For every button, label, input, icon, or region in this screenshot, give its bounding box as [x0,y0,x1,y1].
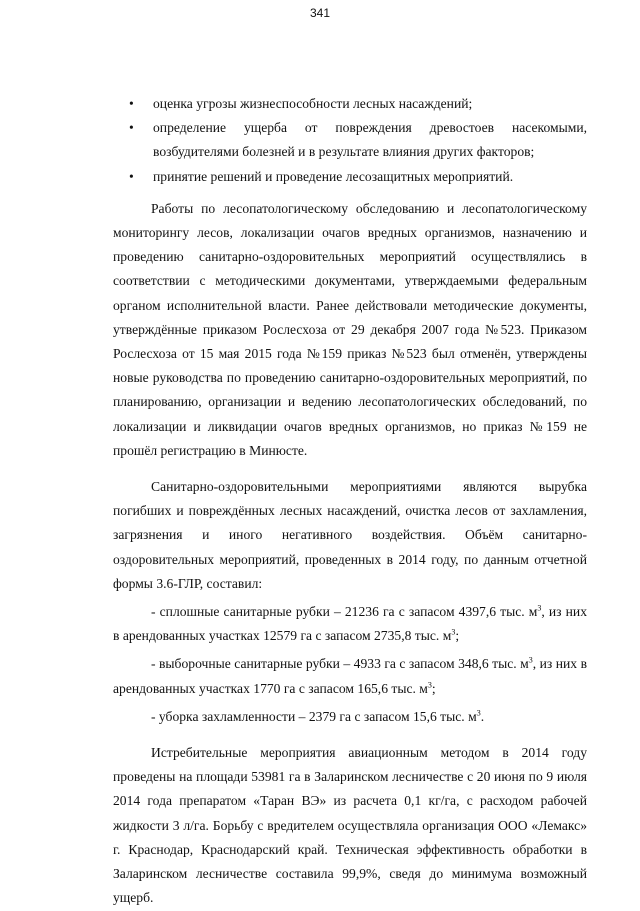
bullet-text: принятие решений и проведение лесозащитных мероприятий. [153,168,514,184]
superscript: 3 [528,655,533,665]
bullet-icon: • [129,96,134,111]
superscript: 3 [427,680,432,690]
superscript: 3 [537,603,542,613]
item-text: . [480,708,485,724]
superscript: 3 [451,627,456,637]
page-number: 341 [309,6,331,20]
superscript: 3 [476,708,481,718]
item-debris-removal [113,705,587,729]
paragraph-aviation: Истребительные мероприятия авиационным методом в 2014 году проведены на площади 53981 га в Заларинском лесничестве с 20 июня по 9 июля 2014 года препаратом «Таран ВЭ» из расчета 0,1 кг/га, с расходом рабочей жидкости 3 л/га. Борьбу с вредителем осуществляла организация ООО «Лемакс» г. Краснодар, Краснодарский край. Техническая эффективность обработки в Заларинском лесничестве составила 99,9%, сведя до минимума возможный ущерб. [113,745,587,906]
bullet-text: оценка угрозы жизнеспособности лесных насаждений; [153,96,473,111]
item-clear-cutting [113,600,587,648]
bullet-text: определение ущерба от повреждения древостоев насекомыми, возбудителями болезней и в результате влияния других факторов; [153,120,587,160]
item-text: ; [455,628,460,644]
item-text: - выборочные санитарные рубки – 4933 га с запасом 348,6 тыс. м [151,656,529,672]
page-content [113,92,587,911]
bullet-item [113,92,587,116]
item-text: , из них в арендованных участках 12579 га с запасом 2735,8 тыс. м [113,604,587,644]
item-text: , из них в арендованных участках 1770 га с запасом 165,6 тыс. м [113,656,587,696]
item-selective-cutting [113,652,587,700]
item-text: - уборка захламленности – 2379 га с запасом 15,6 тыс. м [151,708,477,724]
paragraph-sanitary: Санитарно-оздоровительными мероприятиями являются вырубка погибших и повреждённых лесных насаждений, очистка лесов от захламления, загрязнения и иного негативного воздействия. Объём санитарно-оздоровительных мероприятий, проведенных в 2014 году, по данным отчетной формы 3.6-ГЛР, составил: [113,479,587,591]
bullet-item [113,165,587,189]
bullet-list [113,92,587,189]
bullet-item [113,116,587,164]
item-text: - сплошные санитарные рубки – 21236 га с запасом 4397,6 тыс. м [151,604,538,620]
paragraph-monitoring: Работы по лесопатологическому обследованию и лесопатологическому мониторингу лесов, локализации очагов вредных организмов, назначению и проведению санитарно-оздоровительных мероприятий осуществлялись в соответствии с методическими документами, утверждаемыми федеральным органом исполнительной власти. Ранее действовали методические документы, утверждённые приказом Рослесхоза от 29 декабря 2007 года №523. Приказом Рослесхоза от 15 мая 2015 года №159 приказ №523 был отменён, утверждены новые руководства по проведению санитарно-оздоровительных мероприятий, по планированию, организации и ведению лесопатологических обследований, по локализации и ликвидации очагов вредных организмов, но приказ №159 не прошёл регистрацию в Минюсте. [113,200,587,458]
bullet-icon: • [129,120,134,136]
item-text: ; [431,680,436,696]
bullet-icon: • [129,168,134,184]
